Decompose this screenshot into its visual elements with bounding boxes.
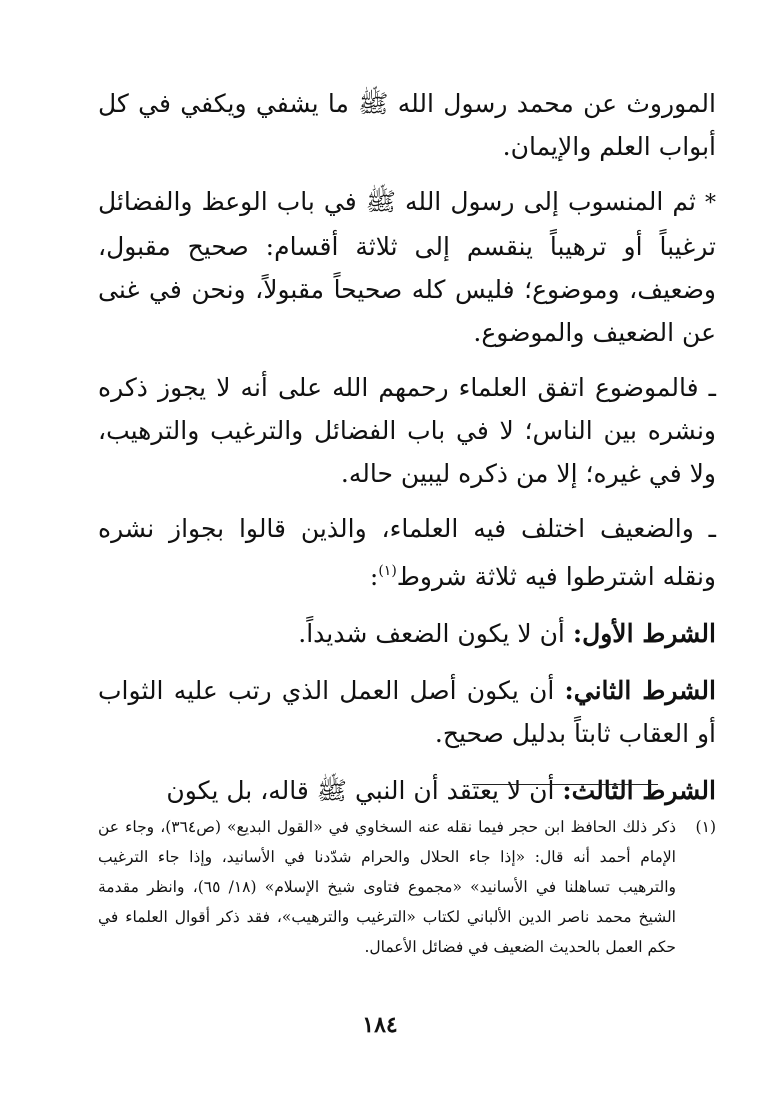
condition-1-label: الشرط الأول:: [572, 619, 716, 648]
paragraph-1: الموروث عن محمد رسول الله ﷺ ما يشفي ويكفي في كل أبواب العلم والإيمان.: [98, 89, 716, 161]
condition-2-text: أن يكون أصل العمل الذي رتب عليه الثواب أو العقاب ثابتاً بدليل صحيح.: [98, 676, 716, 748]
footnote-text: ذكر ذلك الحافظ ابن حجر فيما نقله عنه السخاوي في «القول البديع» (ص٣٦٤)، وجاء عن الإمام أحمد أنه قال: «إذا جاء الحلال والحرام شدّدنا في الأسانيد، وإذا جاء الترغيب والترهيب تساهلنا في الأسانيد» «مجموع فتاوى شيخ الإسلام» (١٨/ ٦٥)، وانظر مقدمة الشيخ محمد ناصر الدين الألباني لكتاب «الترغيب والترهيب»، فقد ذكر أقوال العلماء في حكم العمل بالحديث الضعيف في فضائل الأعمال.: [98, 818, 677, 956]
footnote-1: [98, 812, 716, 962]
page-number: ١٨٤: [362, 1012, 398, 1038]
condition-3-text: أن لا يعتقد أن النبي ﷺ قاله، بل يكون: [166, 776, 555, 805]
condition-3-label: الشرط الثالث:: [562, 776, 716, 805]
condition-3: [98, 769, 716, 812]
asterisk-marker: *: [705, 191, 716, 216]
condition-2: [98, 669, 716, 755]
paragraph-4-text: ـ والضعيف اختلف فيه العلماء، والذين قالوا بجواز نشره ونقله اشترطوا فيه ثلاثة شروط: [98, 514, 716, 591]
paragraph-4-tail: :: [369, 562, 379, 591]
footnotes: [98, 812, 716, 962]
footnote-separator: [472, 784, 658, 785]
paragraph-2: [98, 180, 716, 354]
condition-2-label: الشرط الثاني:: [564, 676, 716, 705]
condition-1-text: أن لا يكون الضعف شديداً.: [298, 619, 565, 648]
footnote-ref: (١): [378, 563, 397, 579]
paragraph-4: [98, 507, 716, 598]
condition-1: [98, 612, 716, 655]
footnote-number: (١): [695, 818, 716, 836]
paragraph-3: ـ فالموضوع اتفق العلماء رحمهم الله على أنه لا يجوز ذكره ونشره بين الناس؛ لا في باب الفضائل والترغيب والترهيب، ولا في غيره؛ إلا من ذكره ليبين حاله.: [98, 373, 716, 488]
main-text: [98, 82, 716, 812]
paragraph-2-text: ثم المنسوب إلى رسول الله ﷺ في باب الوعظ والفضائل ترغيباً أو ترهيباً ينقسم إلى ثلاثة أقسام: صحيح مقبول، وضعيف، وموضوع؛ فليس كله صحيحاً مقبولاً، ونحن في غنى عن الضعيف والموضوع.: [98, 187, 716, 347]
